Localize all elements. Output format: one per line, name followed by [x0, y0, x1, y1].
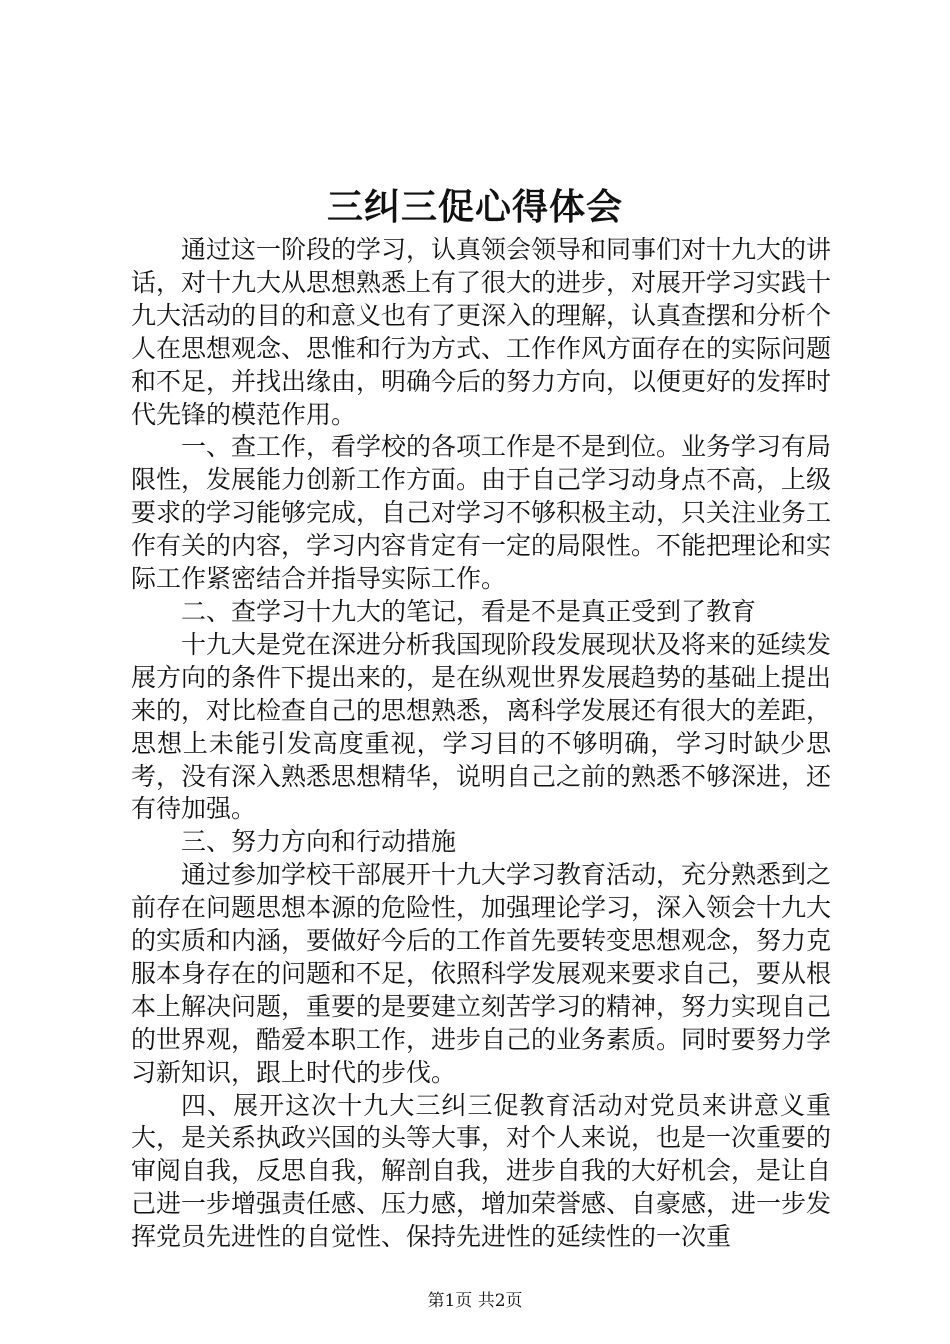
paragraph-section-1: 一、查工作，看学校的各项工作是不是到位。业务学习有局限性，发展能力创新工作方面。由于自己学习动身点不高，上级要求的学习能够完成，自己对学习不够积极主动，只关注业务工作有关的内容，学习内容肯定有一定的局限性。不能把理论和实际工作紧密结合并指导实际工作。	[131, 432, 832, 594]
paragraph-section-3-body: 通过参加学校干部展开十九大学习教育活动，充分熟悉到之前存在问题思想本源的危险性，加强理论学习，深入领会十九大的实质和内涵，要做好今后的工作首先要转变思想观念，努力克服本身存在的问题和不足，依照科学发展观来要求自己，要从根本上解决问题，重要的是要建立刻苦学习的精神，努力实现自己的世界观，酷爱本职工作，进步自己的业务素质。同时要努力学习新知识，跟上时代的步伐。	[131, 860, 832, 1087]
paragraph-section-2-body: 十九大是党在深进分析我国现阶段发展现状及将来的延续发展方向的条件下提出来的，是在纵观世界发展趋势的基础上提出来的，对比检查自己的思想熟悉，离科学发展还有很大的差距，思想上未能引发高度重视，学习目的不够明确，学习时缺少思考，没有深入熟悉思想精华，说明自己之前的熟悉不够深进，还有待加强。	[131, 629, 832, 824]
paragraph-section-3-heading: 三、努力方向和行动措施	[181, 827, 457, 857]
paragraph-section-2-heading: 二、查学习十九大的笔记，看是不是真正受到了教育	[181, 596, 757, 626]
paragraph-section-4: 四、展开这次十九大三纠三促教育活动对党员来讲意义重大，是关系执政兴国的头等大事，对个人来说，也是一次重要的审阅自我，反思自我，解剖自我，进步自我的大好机会，是让自己进一步增强责任感、压力感，增加荣誉感、自豪感，进一步发挥党员先进性的自觉性、保持先进性的延续性的一次重	[131, 1090, 832, 1252]
document-body	[131, 234, 831, 1254]
page-footer: 第1页 共2页	[427, 1291, 523, 1311]
paragraph-intro: 通过这一阶段的学习，认真领会领导和同事们对十九大的讲话，对十九大从思想熟悉上有了很大的进步，对展开学习实践十九大活动的目的和意义也有了更深入的理解，认真查摆和分析个人在思想观念、思惟和行为方式、工作作风方面存在的实际问题和不足，并找出缘由，明确今后的努力方向，以便更好的发挥时代先锋的模范作用。	[131, 235, 832, 429]
document-title: 三纠三促心得体会	[326, 186, 623, 228]
